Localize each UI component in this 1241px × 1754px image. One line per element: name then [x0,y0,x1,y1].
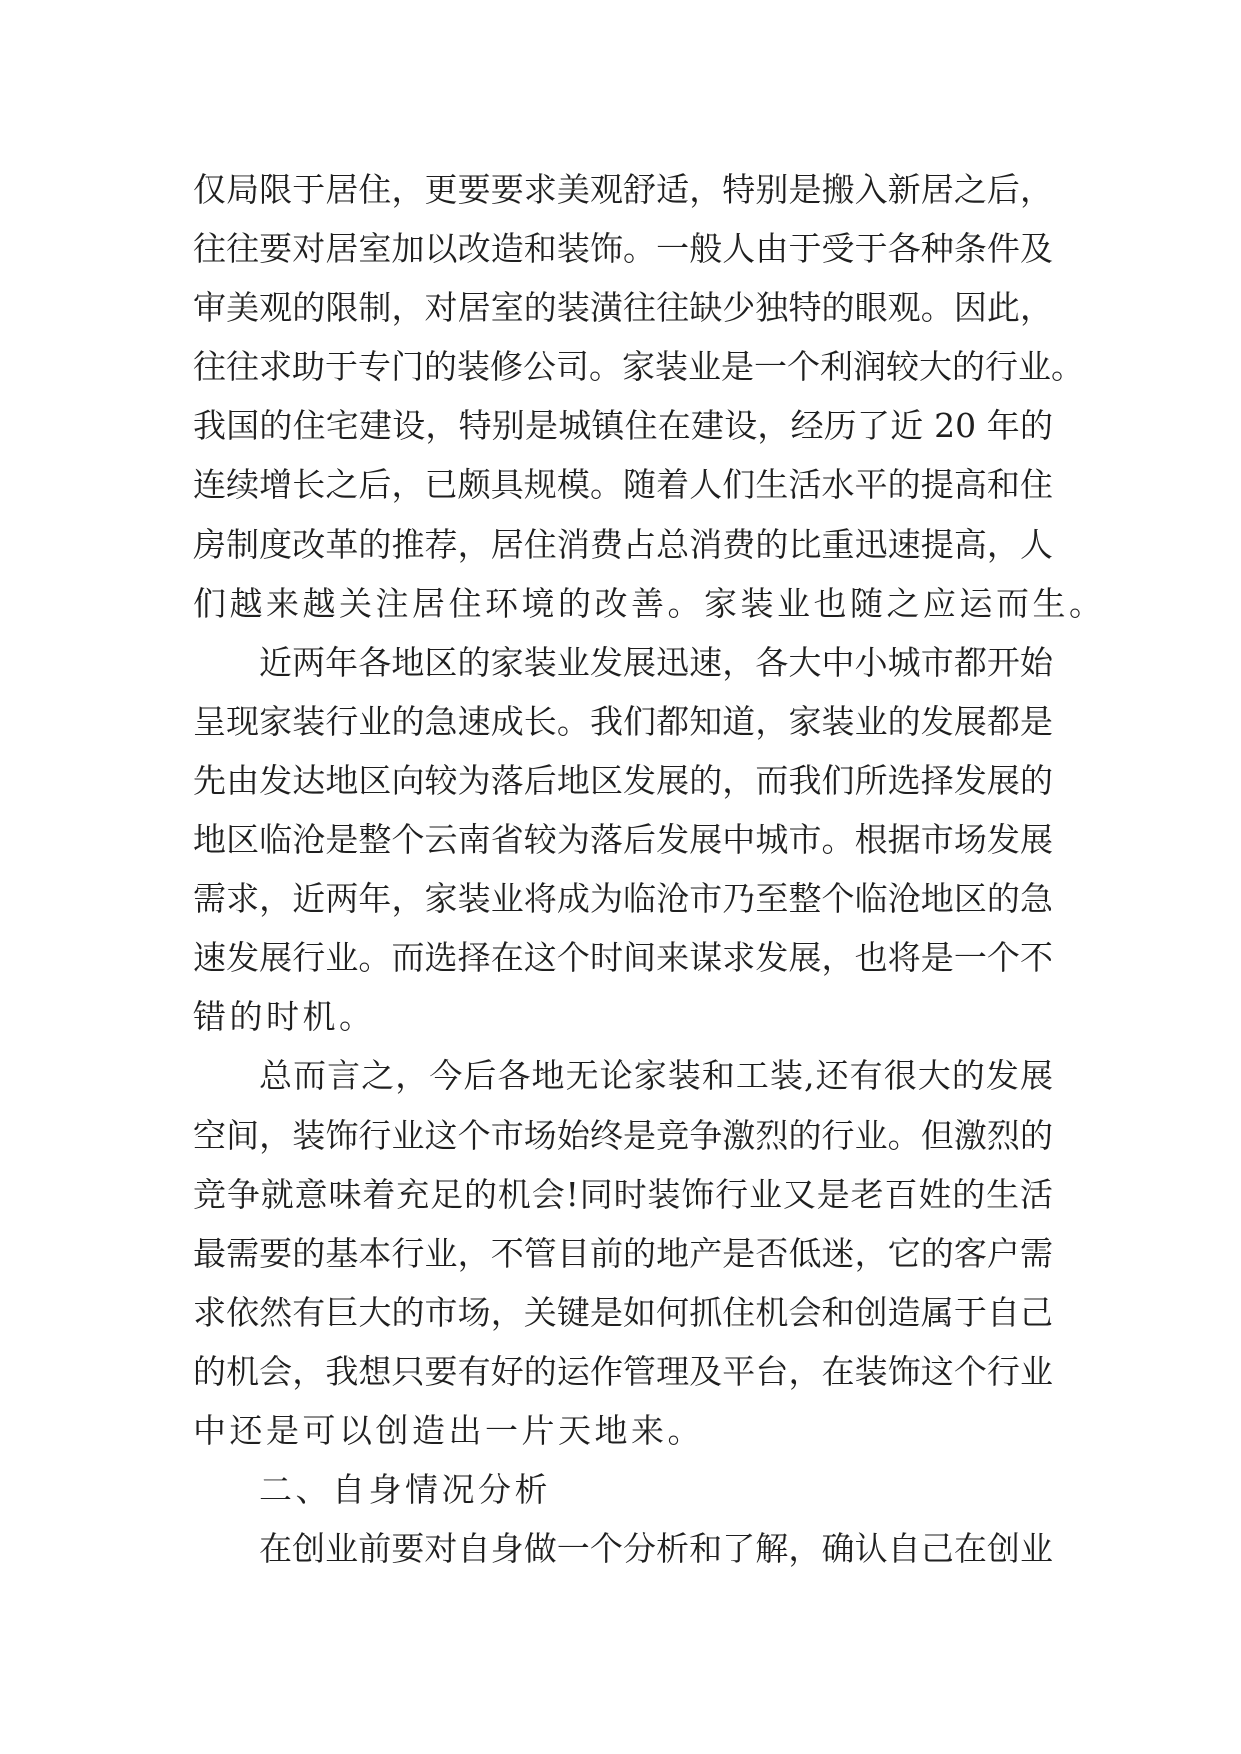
text-line: 审美观的限制，对居室的装潢往往缺少独特的眼观。因此， [193,288,1053,328]
body-text [193,160,1106,1578]
paragraph-start-line: 近两年各地区的家装业发展迅速，各大中小城市都开始 [259,642,1053,682]
text-line: 往往求助于专门的装修公司。家装业是一个利润较大的行业。 [193,347,1084,387]
text-line: 地区临沧是整个云南省较为落后发展中城市。根据市场发展 [193,820,1053,860]
text-line: 们越来越关注居住环境的改善。家装业也随之应运而生。 [193,583,1106,623]
section-heading: 二、自身情况分析 [259,1470,551,1510]
text-line: 错的时机。 [193,997,376,1037]
text-line: 竞争就意味着充足的机会!同时装饰行业又是老百姓的生活 [193,1174,1053,1214]
text-line: 先由发达地区向较为落后地区发展的，而我们所选择发展的 [193,760,1053,800]
text-line: 速发展行业。而选择在这个时间来谋求发展，也将是一个不 [193,938,1053,978]
text-line: 往往要对居室加以改造和装饰。一般人由于受于各种条件及 [193,229,1053,269]
text-line: 求依然有巨大的市场，关键是如何抓住机会和创造属于自己 [193,1292,1053,1332]
text-line: 房制度改革的推荐，居住消费占总消费的比重迅速提高，人 [193,524,1053,564]
text-line: 中还是可以创造出一片天地来。 [193,1410,704,1450]
text-line: 空间，装饰行业这个市场始终是竞争激烈的行业。但激烈的 [193,1115,1053,1155]
text-line: 的机会，我想只要有好的运作管理及平台，在装饰这个行业 [193,1351,1053,1391]
text-line: 呈现家装行业的急速成长。我们都知道，家装业的发展都是 [193,701,1053,741]
text-line: 最需要的基本行业，不管目前的地产是否低迷，它的客户需 [193,1233,1053,1273]
paragraph-start-line: 总而言之，今后各地无论家装和工装,还有很大的发展 [259,1056,1053,1096]
text-line: 连续增长之后，已颇具规模。随着人们生活水平的提高和住 [193,465,1053,505]
text-line: 我国的住宅建设，特别是城镇住在建设，经历了近 20 年的 [193,406,1053,446]
text-line: 仅局限于居住，更要要求美观舒适，特别是搬入新居之后， [193,170,1053,209]
paragraph-start-line: 在创业前要对自身做一个分析和了解，确认自己在创业 [259,1529,1053,1569]
text-line: 需求，近两年，家装业将成为临沧市乃至整个临沧地区的急 [193,879,1053,919]
